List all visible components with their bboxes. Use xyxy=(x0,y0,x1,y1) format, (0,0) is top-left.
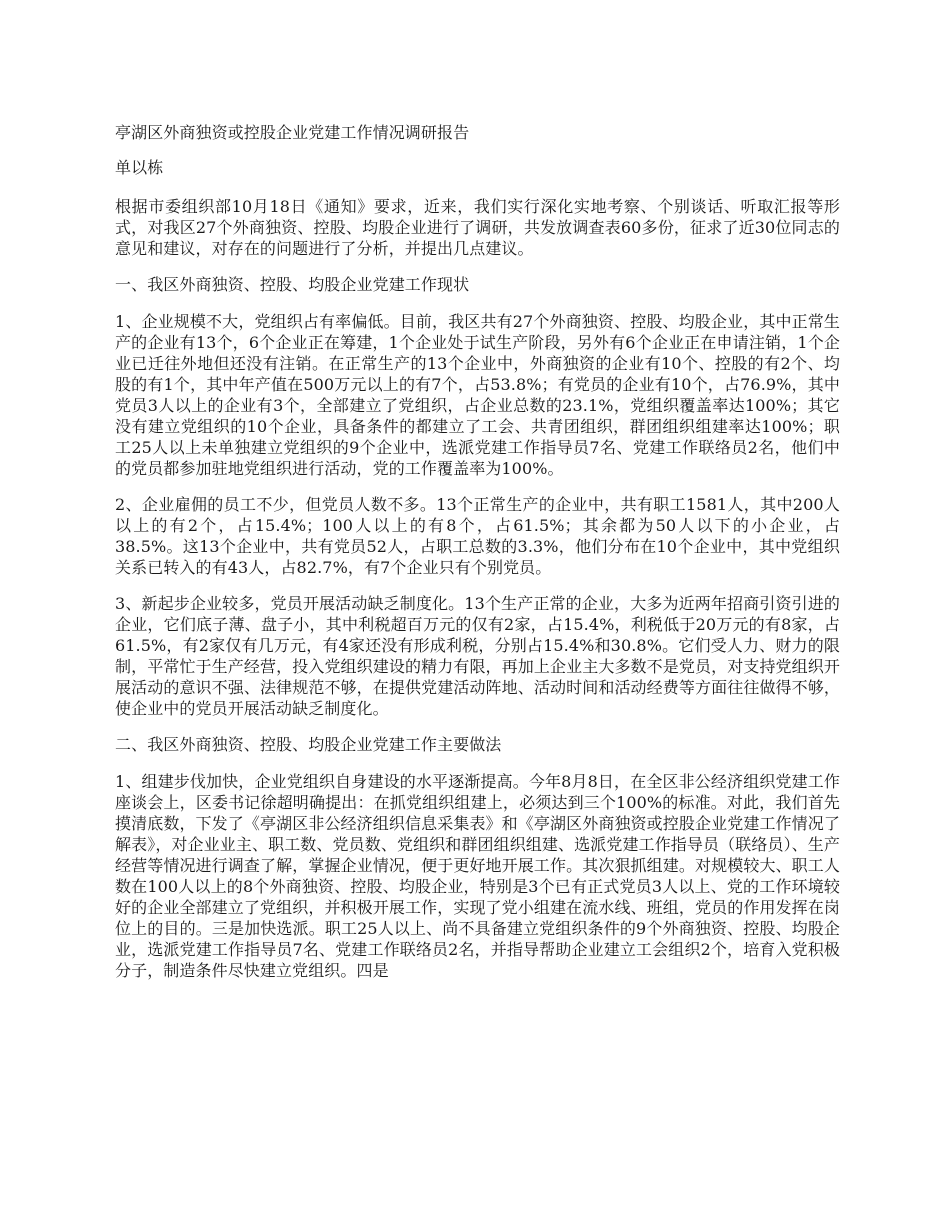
section-heading-1: 一、我区外商独资、控股、均股企业党建工作现状 xyxy=(115,275,470,294)
paragraph-1-1: 1、企业规模不大，党组织占有率偏低。目前，我区共有27个外商独资、控股、均股企业，其中正常生产的企业有13个，6个企业正在筹建，1个企业处于试生产阶段，另外有6个企业正在申请注销，1个企业已迁往外地但还没有注销。在正常生产的13个企业中，外商独资的企业有10个、控股的有2个、均股的有1个，其中年产值在500万元以上的有7个，占53.8%；有党员的企业有10个，占76.9%，其中党员3人以上的企业有3个，全部建立了党组织，占企业总数的23.1%，党组织覆盖率达100%；其它没有建立党组织的10个企业，具备条件的都建立了工会、共青团组织，群团组织组建率达100%；职工25人以上未单独建立党组织的9个企业中，选派党建工作指导员7名、党建工作联络员2名，他们中的党员都参加驻地党组织进行活动，党的工作覆盖率为100%。 xyxy=(115,312,840,478)
paragraph-1-2: 2、企业雇佣的员工不少，但党员人数不多。13个正常生产的企业中，共有职工1581人，其中200人以上的有2个，占15.4%；100人以上的有8个，占61.5%；其余都为50人以下的小企业，占38.5%。这13个企业中，共有党员52人，占职工总数的3.3%，他们分布在10个企业中，其中党组织关系已转入的有43人，占82.7%，有7个企业只有个别党员。 xyxy=(115,495,840,577)
document-author: 单以栋 xyxy=(115,158,164,177)
section-heading-2: 二、我区外商独资、控股、均股企业党建工作主要做法 xyxy=(115,735,502,754)
paragraph-2-1: 1、组建步伐加快，企业党组织自身建设的水平逐渐提高。今年8月8日，在全区非公经济组织党建工作座谈会上，区委书记徐超明确提出：在抓党组织组建上，必须达到三个100%的标准。对此，我们首先摸清底数，下发了《亭湖区非公经济组织信息采集表》和《亭湖区外商独资或控股企业党建工作情况了解表》，对企业业主、职工数、党员数、党组织和群团组织组建、选派党建工作指导员（联络员）、生产经营等情况进行调查了解，掌握企业情况，便于更好地开展工作。其次狠抓组建。对规模较大、职工人数在100人以上的8个外商独资、控股、均股企业，特别是3个已有正式党员3人以上、党的工作环境较好的企业全部建立了党组织，并积极开展工作，实现了党小组建在流水线、班组，党员的作用发挥在岗位上的目的。三是加快选派。职工25人以上、尚不具备建立党组织条件的9个外商独资、控股、均股企业，选派党建工作指导员7名、党建工作联络员2名，并指导帮助企业建立工会组织2个，培育入党积极分子，制造条件尽快建立党组织。四是 xyxy=(115,772,840,980)
paragraph-intro: 根据市委组织部10月18日《通知》要求，近来，我们实行深化实地考察、个别谈话、听取汇报等形式，对我区27个外商独资、控股、均股企业进行了调研，共发放调查表60多份，征求了近30位同志的意见和建议，对存在的问题进行了分析，并提出几点建议。 xyxy=(115,197,840,258)
document-page xyxy=(115,122,840,996)
paragraph-1-3: 3、新起步企业较多，党员开展活动缺乏制度化。13个生产正常的企业，大多为近两年招商引资引进的企业，它们底子薄、盘子小，其中利税超百万元的仅有2家，占15.4%，利税低于20万元的有8家，占61.5%，有2家仅有几万元，有4家还没有形成利税，分别占15.4%和30.8%。它们受人力、财力的限制，平常忙于生产经营，投入党组织建设的精力有限，再加上企业主大多数不是党员，对支持党组织开展活动的意识不强、法律规范不够，在提供党建活动阵地、活动时间和活动经费等方面往往做得不够，使企业中的党员开展活动缺乏制度化。 xyxy=(115,594,840,718)
document-title: 亭湖区外商独资或控股企业党建工作情况调研报告 xyxy=(115,123,470,142)
